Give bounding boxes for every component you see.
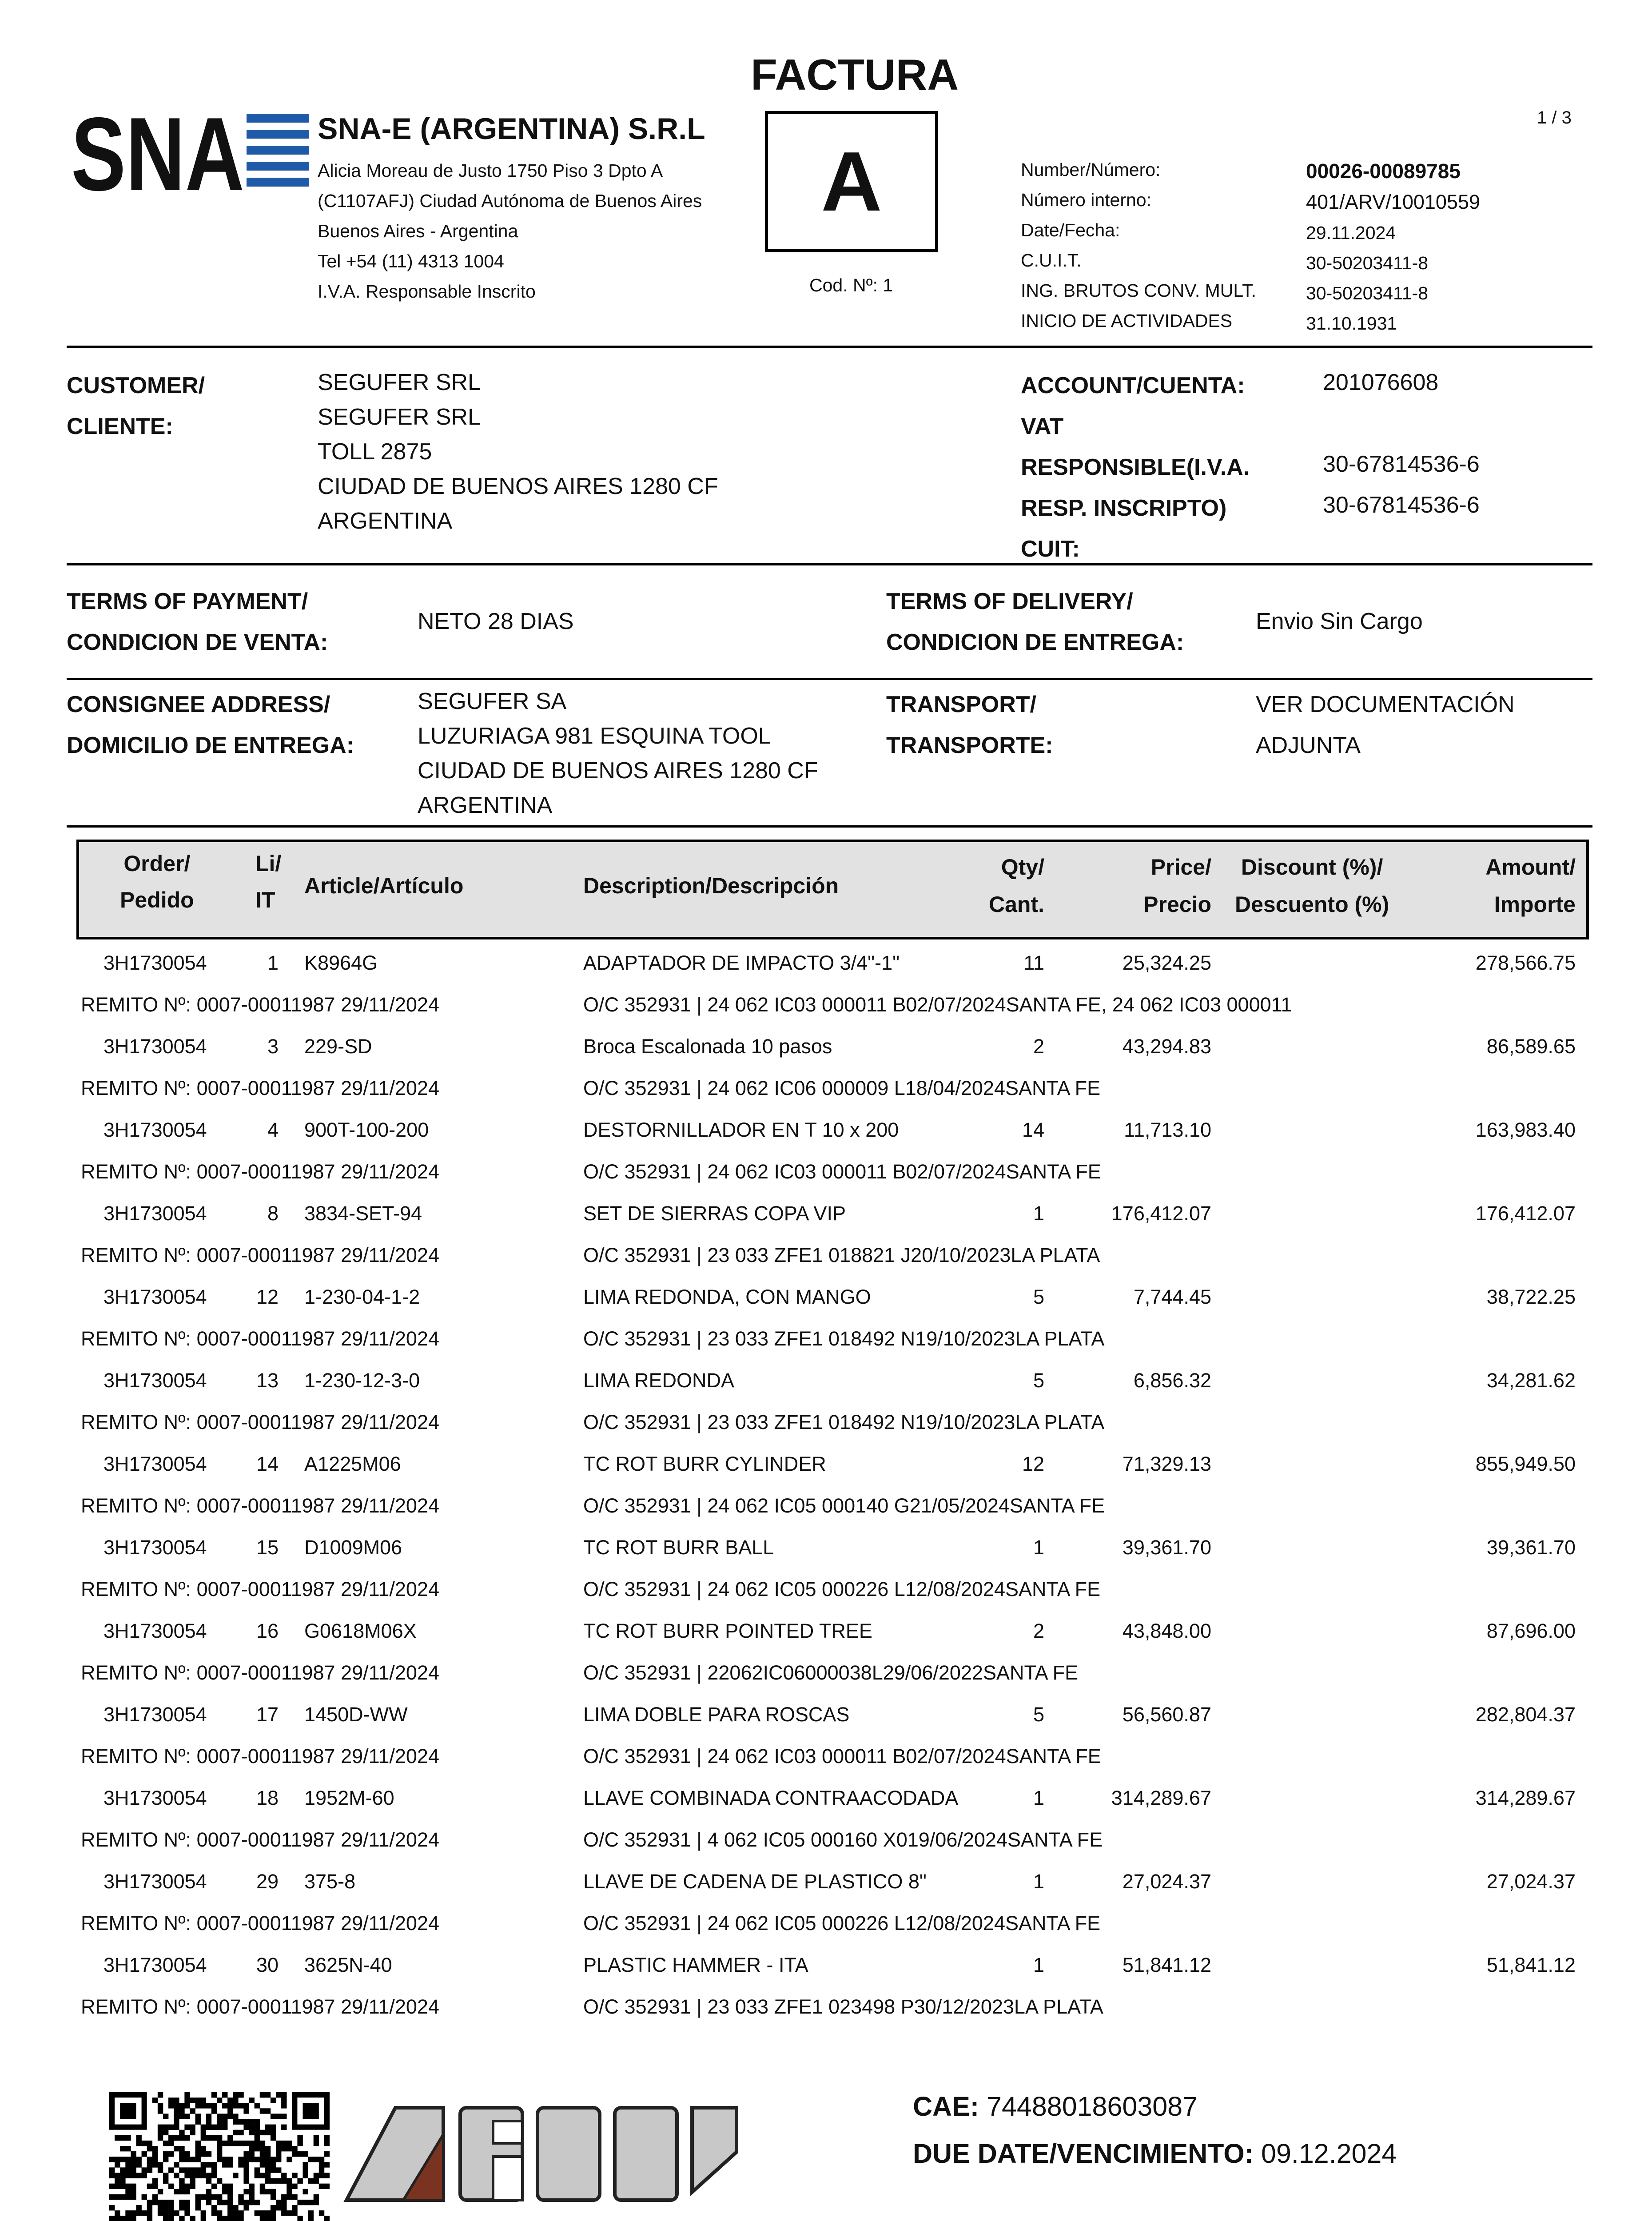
col-header-order: Order/ Pedido <box>120 851 194 912</box>
cell-order: 3H1730054 <box>103 1202 207 1225</box>
table-row <box>0 1201 1652 1285</box>
cell-article: 1-230-12-3-0 <box>304 1369 420 1392</box>
cell-line: 17 <box>256 1703 279 1726</box>
col-header-line: Li/ IT <box>255 851 282 912</box>
company-address <box>318 155 702 306</box>
cell-purchase-order: O/C 352931 | 24 062 IC05 000226 L12/08/2024SANTA FE <box>583 1912 1101 1934</box>
cell-description: TC ROT BURR CYLINDER <box>583 1453 826 1475</box>
cell-amount: 38,722.25 <box>1486 1286 1576 1308</box>
cell-article: 900T-100-200 <box>304 1118 429 1141</box>
cell-article: 1450D-WW <box>304 1703 408 1726</box>
cell-order: 3H1730054 <box>103 1369 207 1392</box>
col-header-discount: Discount (%)/ Descuento (%) <box>1235 855 1389 917</box>
cell-purchase-order: O/C 352931 | 22062IC06000038L29/06/2022SANTA FE <box>583 1661 1079 1684</box>
divider <box>67 678 1592 680</box>
cell-price: 39,361.70 <box>1122 1536 1211 1559</box>
svg-text:SNA: SNA <box>71 107 244 195</box>
cell-remito: REMITO Nº: 0007-00011987 29/11/2024 <box>81 1244 439 1266</box>
cell-amount: 87,696.00 <box>1486 1620 1576 1642</box>
cell-amount: 27,024.37 <box>1486 1870 1576 1893</box>
col-header-price: Price/ Precio <box>1143 855 1211 917</box>
cell-line: 14 <box>256 1453 279 1475</box>
date-label: Date/Fecha: <box>1021 220 1120 240</box>
cell-price: 71,329.13 <box>1122 1453 1211 1475</box>
cell-purchase-order: O/C 352931 | 24 062 IC06 000009 L18/04/2024SANTA FE <box>583 1077 1101 1099</box>
table-row <box>0 1118 1652 1201</box>
table-row <box>0 1285 1652 1368</box>
cell-qty: 1 <box>1033 1202 1044 1225</box>
cell-remito: REMITO Nº: 0007-00011987 29/11/2024 <box>81 1160 439 1183</box>
cell-article: K8964G <box>304 951 378 974</box>
divider <box>67 825 1592 828</box>
cell-description: LIMA DOBLE PARA ROSCAS <box>583 1703 850 1726</box>
table-row <box>0 1535 1652 1619</box>
cell-remito: REMITO Nº: 0007-00011987 29/11/2024 <box>81 993 439 1016</box>
cell-remito: REMITO Nº: 0007-00011987 29/11/2024 <box>81 1077 439 1099</box>
doc-info-labels <box>1021 155 1256 336</box>
cell-article: 3834-SET-94 <box>304 1202 422 1225</box>
cell-line: 13 <box>256 1369 279 1392</box>
due-date-line <box>913 2136 1397 2171</box>
cuit-customer-label: CUIT: <box>1021 536 1080 562</box>
cae-label: CAE: <box>913 2091 979 2121</box>
cell-amount: 282,804.37 <box>1475 1703 1576 1726</box>
consignee-label: CONSIGNEE ADDRESS/ DOMICILIO DE ENTREGA: <box>67 692 354 758</box>
cell-purchase-order: O/C 352931 | 24 062 IC03 000011 B02/07/2024SANTA FE <box>583 1745 1101 1767</box>
cell-qty: 11 <box>1023 951 1044 974</box>
cell-article: G0618M06X <box>304 1620 417 1642</box>
company-name: SNA-E (ARGENTINA) S.R.L <box>318 112 705 146</box>
divider <box>67 563 1592 565</box>
cell-order: 3H1730054 <box>103 1703 207 1726</box>
payment-terms-label: TERMS OF PAYMENT/ CONDICION DE VENTA: <box>67 589 328 655</box>
cell-price: 56,560.87 <box>1122 1703 1211 1726</box>
cell-price: 6,856.32 <box>1133 1369 1211 1392</box>
qr-code-icon <box>109 2092 330 2221</box>
date-value: 29.11.2024 <box>1306 223 1396 243</box>
cell-remito: REMITO Nº: 0007-00011987 29/11/2024 <box>81 1912 439 1934</box>
cell-qty: 12 <box>1022 1453 1044 1475</box>
cell-purchase-order: O/C 352931 | 24 062 IC03 000011 B02/07/2024SANTA FE, 24 062 IC03 000011 <box>583 993 1292 1016</box>
cell-description: SET DE SIERRAS COPA VIP <box>583 1202 846 1225</box>
cell-purchase-order: O/C 352931 | 24 062 IC05 000226 L12/08/2024SANTA FE <box>583 1578 1101 1600</box>
cell-article: 1952M-60 <box>304 1787 394 1809</box>
vat-value-2: 30-67814536-6 <box>1323 492 1480 518</box>
sna-logo-icon <box>71 107 313 198</box>
col-header-qty: Qty/ Cant. <box>989 855 1044 917</box>
consignee-address <box>418 684 818 823</box>
ingresos-brutos-value: 30-50203411-8 <box>1306 283 1429 303</box>
cell-remito: REMITO Nº: 0007-00011987 29/11/2024 <box>81 1661 439 1684</box>
cell-order: 3H1730054 <box>103 1870 207 1893</box>
cell-order: 3H1730054 <box>103 1118 207 1141</box>
table-row <box>0 1953 1652 2036</box>
cell-description: TC ROT BURR BALL <box>583 1536 774 1559</box>
cell-price: 11,713.10 <box>1124 1118 1211 1141</box>
cell-amount: 855,949.50 <box>1475 1453 1576 1475</box>
cell-remito: REMITO Nº: 0007-00011987 29/11/2024 <box>81 1411 439 1433</box>
cell-amount: 314,289.67 <box>1475 1787 1576 1809</box>
cell-amount: 34,281.62 <box>1486 1369 1576 1392</box>
cell-remito: REMITO Nº: 0007-00011987 29/11/2024 <box>81 1494 439 1517</box>
customer-name: SEGUFER SRL <box>318 370 481 395</box>
company-address-line: Tel +54 (11) 4313 1004 <box>318 251 504 271</box>
cae-value: 74488018603087 <box>987 2091 1198 2121</box>
activity-start-label: INICIO DE ACTIVIDADES <box>1021 310 1233 331</box>
cell-qty: 5 <box>1033 1369 1044 1392</box>
doc-info-values <box>1306 155 1480 338</box>
table-row <box>0 1452 1652 1535</box>
cell-qty: 2 <box>1033 1620 1044 1642</box>
cell-price: 27,024.37 <box>1122 1870 1211 1893</box>
cell-qty: 1 <box>1033 1954 1044 1976</box>
cell-line: 4 <box>267 1118 279 1141</box>
cell-remito: REMITO Nº: 0007-00011987 29/11/2024 <box>81 1327 439 1350</box>
cell-purchase-order: O/C 352931 | 23 033 ZFE1 018492 N19/10/2023LA PLATA <box>583 1327 1105 1350</box>
cell-price: 314,289.67 <box>1111 1787 1211 1809</box>
cell-remito: REMITO Nº: 0007-00011987 29/11/2024 <box>81 1995 439 2018</box>
customer-country: ARGENTINA <box>318 508 453 534</box>
cell-order: 3H1730054 <box>103 1286 207 1308</box>
cell-amount: 163,983.40 <box>1475 1118 1576 1141</box>
customer-city: CIUDAD DE BUENOS AIRES 1280 CF <box>318 474 718 499</box>
cell-remito: REMITO Nº: 0007-00011987 29/11/2024 <box>81 1578 439 1600</box>
cell-description: TC ROT BURR POINTED TREE <box>583 1620 872 1642</box>
activity-start-value: 31.10.1931 <box>1306 313 1397 334</box>
cell-line: 15 <box>256 1536 279 1559</box>
cell-amount: 86,589.65 <box>1486 1035 1576 1058</box>
cell-line: 3 <box>267 1035 279 1058</box>
cell-amount: 278,566.75 <box>1475 951 1576 974</box>
cell-line: 16 <box>256 1620 279 1642</box>
cell-price: 51,841.12 <box>1122 1954 1211 1976</box>
cae-line <box>913 2089 1198 2124</box>
consignee-name: SEGUFER SA <box>418 689 567 714</box>
cell-remito: REMITO Nº: 0007-00011987 29/11/2024 <box>81 1745 439 1767</box>
vat-value-1: 30-67814536-6 <box>1323 451 1480 477</box>
cuit-label: C.U.I.T. <box>1021 250 1082 271</box>
col-header-description: Description/Descripción <box>583 873 839 898</box>
consignee-country: ARGENTINA <box>418 792 553 818</box>
cell-line: 30 <box>256 1954 279 1976</box>
cell-description: Broca Escalonada 10 pasos <box>583 1035 832 1058</box>
cell-article: A1225M06 <box>304 1453 401 1475</box>
delivery-terms-label: TERMS OF DELIVERY/ CONDICION DE ENTREGA: <box>886 589 1184 655</box>
consignee-city: CIUDAD DE BUENOS AIRES 1280 CF <box>418 758 818 784</box>
transport-label: TRANSPORT/ TRANSPORTE: <box>886 692 1053 758</box>
customer-name-2: SEGUFER SRL <box>318 404 481 430</box>
cell-amount: 176,412.07 <box>1475 1202 1576 1225</box>
cell-order: 3H1730054 <box>103 1035 207 1058</box>
divider <box>67 346 1592 348</box>
customer-address <box>318 365 718 538</box>
cell-order: 3H1730054 <box>103 1536 207 1559</box>
items-table-body <box>0 951 1652 2039</box>
cell-order: 3H1730054 <box>103 1954 207 1976</box>
cell-description: LIMA REDONDA, CON MANGO <box>583 1286 871 1308</box>
cell-article: 375-8 <box>304 1870 356 1893</box>
cell-description: LLAVE COMBINADA CONTRAACODADA <box>583 1787 959 1809</box>
cell-price: 25,324.25 <box>1122 951 1211 974</box>
cell-article: 1-230-04-1-2 <box>304 1286 420 1308</box>
payment-terms-value: NETO 28 DIAS <box>418 609 574 634</box>
doc-title: FACTURA <box>751 50 959 99</box>
cell-description: LLAVE DE CADENA DE PLASTICO 8" <box>583 1870 927 1893</box>
table-row <box>0 1034 1652 1118</box>
cell-order: 3H1730054 <box>103 1453 207 1475</box>
cell-article: 229-SD <box>304 1035 372 1058</box>
cell-qty: 1 <box>1033 1787 1044 1809</box>
cell-qty: 5 <box>1033 1286 1044 1308</box>
account-value: 201076608 <box>1323 370 1439 395</box>
col-header-amount: Amount/ Importe <box>1485 855 1576 917</box>
table-row <box>0 1368 1652 1452</box>
cell-order: 3H1730054 <box>103 1620 207 1642</box>
cell-line: 1 <box>267 951 279 974</box>
cell-article: 3625N-40 <box>304 1954 392 1976</box>
table-row <box>0 1786 1652 1869</box>
cell-description: DESTORNILLADOR EN T 10 x 200 <box>583 1118 899 1141</box>
cell-qty: 14 <box>1022 1118 1044 1141</box>
invoice-cod: Cod. Nº: 1 <box>809 275 893 295</box>
cell-price: 7,744.45 <box>1133 1286 1211 1308</box>
table-row <box>0 1869 1652 1953</box>
internal-number-value: 401/ARV/10010559 <box>1306 191 1481 213</box>
cuit-value: 30-50203411-8 <box>1306 253 1429 273</box>
invoice-letter: A <box>821 135 882 229</box>
cell-line: 8 <box>267 1202 279 1225</box>
cell-amount: 51,841.12 <box>1486 1954 1576 1976</box>
table-row <box>0 1619 1652 1702</box>
account-label: ACCOUNT/CUENTA: <box>1021 373 1245 398</box>
cell-purchase-order: O/C 352931 | 24 062 IC03 000011 B02/07/2024SANTA FE <box>583 1160 1101 1183</box>
cell-qty: 5 <box>1033 1703 1044 1726</box>
internal-number-label: Número interno: <box>1021 190 1151 210</box>
cell-qty: 2 <box>1033 1035 1044 1058</box>
cell-line: 12 <box>256 1286 279 1308</box>
customer-street: TOLL 2875 <box>318 439 432 465</box>
delivery-terms-value: Envio Sin Cargo <box>1256 609 1423 634</box>
company-address-line: Alicia Moreau de Justo 1750 Piso 3 Dpto A <box>318 160 663 181</box>
cell-purchase-order: O/C 352931 | 4 062 IC05 000160 X019/06/2024SANTA FE <box>583 1828 1103 1851</box>
consignee-street: LUZURIAGA 981 ESQUINA TOOL <box>418 723 771 749</box>
cell-purchase-order: O/C 352931 | 23 033 ZFE1 018492 N19/10/2023LA PLATA <box>583 1411 1105 1433</box>
transport-value: VER DOCUMENTACIÓN ADJUNTA <box>1256 692 1515 758</box>
cell-remito: REMITO Nº: 0007-00011987 29/11/2024 <box>81 1828 439 1851</box>
cell-order: 3H1730054 <box>103 951 207 974</box>
table-row <box>0 951 1652 1034</box>
vat-responsible-label: RESPONSIBLE(I.V.A. <box>1021 454 1250 480</box>
cell-purchase-order: O/C 352931 | 23 033 ZFE1 018821 J20/10/2023LA PLATA <box>583 1244 1100 1266</box>
cell-line: 18 <box>256 1787 279 1809</box>
cell-order: 3H1730054 <box>103 1787 207 1809</box>
cell-qty: 1 <box>1033 1536 1044 1559</box>
cell-line: 29 <box>256 1870 279 1893</box>
cell-purchase-order: O/C 352931 | 24 062 IC05 000140 G21/05/2024SANTA FE <box>583 1494 1105 1517</box>
company-address-line: (C1107AFJ) Ciudad Autónoma de Buenos Aires <box>318 191 702 211</box>
col-header-article: Article/Artículo <box>304 873 464 898</box>
ingresos-brutos-label: ING. BRUTOS CONV. MULT. <box>1021 280 1257 301</box>
cell-purchase-order: O/C 352931 | 23 033 ZFE1 023498 P30/12/2023LA PLATA <box>583 1995 1103 2018</box>
cell-amount: 39,361.70 <box>1486 1536 1576 1559</box>
cell-description: PLASTIC HAMMER - ITA <box>583 1954 808 1976</box>
account-labels <box>1021 365 1250 569</box>
due-date-label: DUE DATE/VENCIMIENTO: <box>913 2138 1254 2169</box>
invoice-letter-box <box>765 111 938 252</box>
due-date-value: 09.12.2024 <box>1261 2138 1397 2169</box>
cell-price: 43,848.00 <box>1122 1620 1211 1642</box>
cell-article: D1009M06 <box>304 1536 402 1559</box>
resp-inscripto-label: RESP. INSCRIPTO) <box>1021 495 1227 521</box>
cell-description: LIMA REDONDA <box>583 1369 735 1392</box>
afip-logo-icon <box>342 2103 742 2208</box>
cell-price: 176,412.07 <box>1111 1202 1211 1225</box>
vat-label: VAT <box>1021 414 1064 439</box>
customer-label: CUSTOMER/ CLIENTE: <box>67 373 205 439</box>
doc-number-value: 00026-00089785 <box>1306 159 1461 183</box>
cell-description: ADAPTADOR DE IMPACTO 3/4"-1" <box>583 951 900 974</box>
cell-qty: 1 <box>1033 1870 1044 1893</box>
doc-number-label: Number/Número: <box>1021 159 1161 180</box>
company-iva-condition: I.V.A. Responsable Inscrito <box>318 281 536 302</box>
cell-price: 43,294.83 <box>1122 1035 1211 1058</box>
page-indicator: 1 / 3 <box>1537 108 1572 127</box>
company-address-line: Buenos Aires - Argentina <box>318 221 518 241</box>
table-row <box>0 1702 1652 1786</box>
